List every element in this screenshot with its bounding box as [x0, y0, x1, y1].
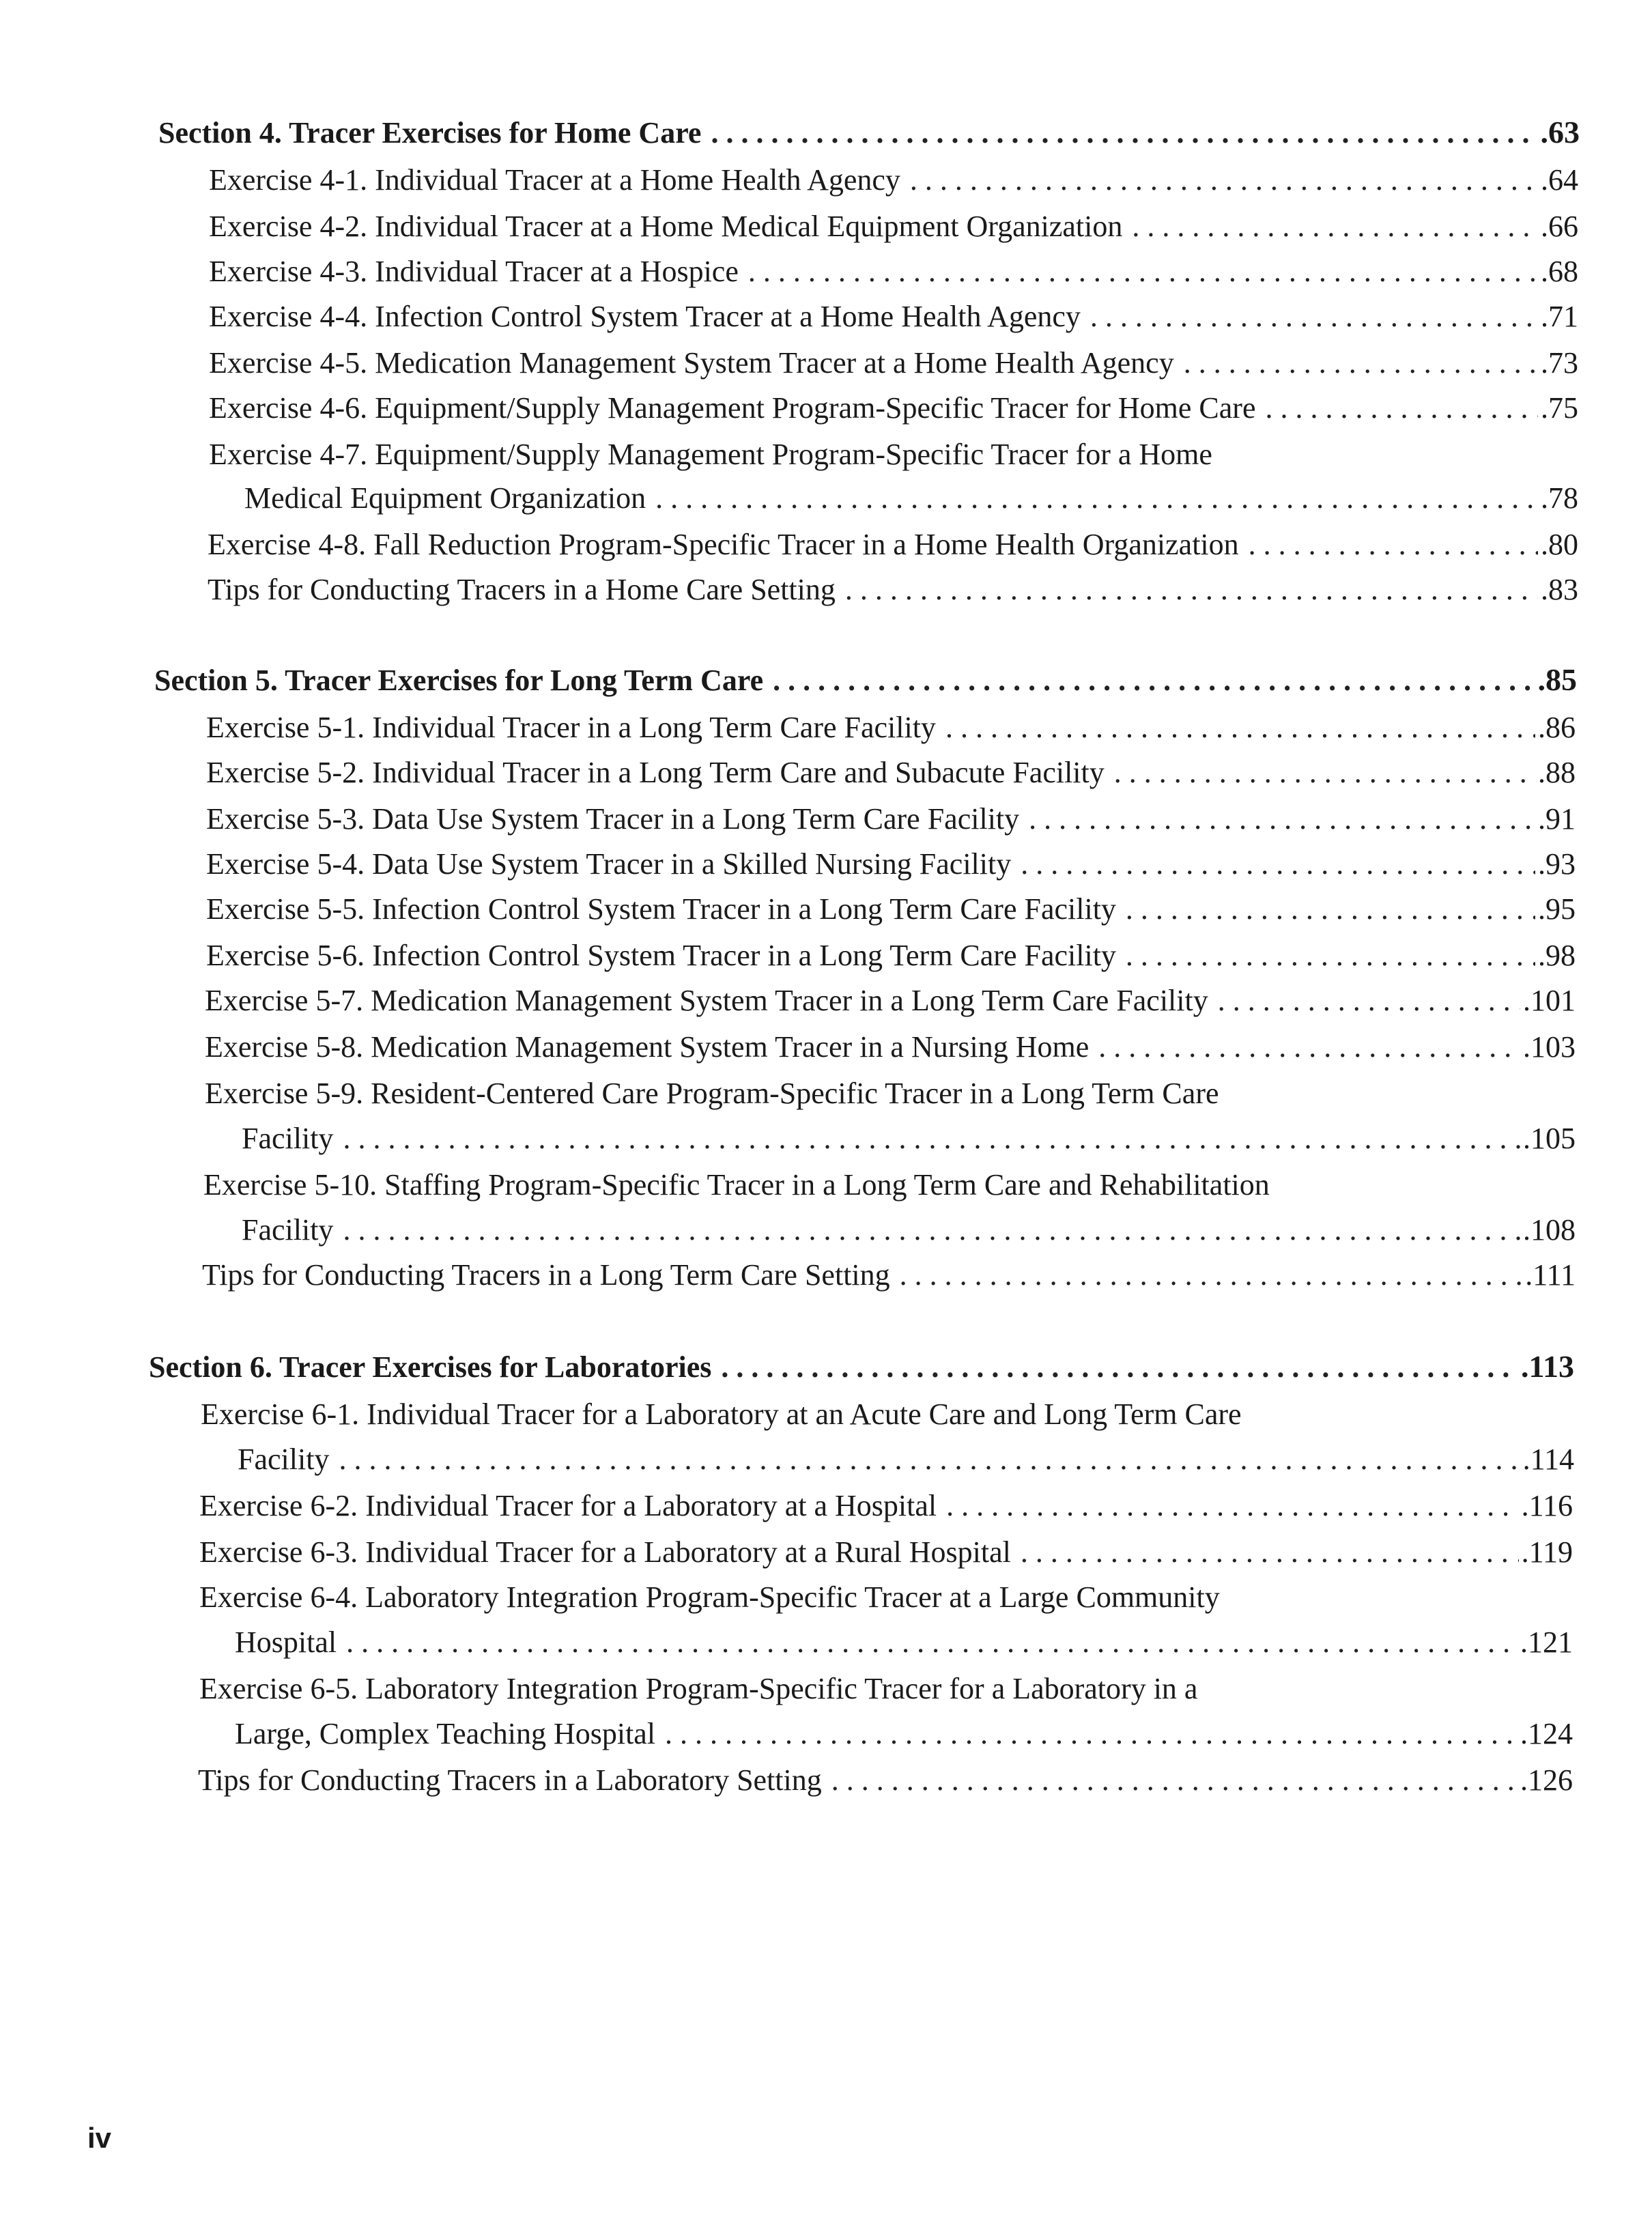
page-number: .73 [1541, 346, 1578, 380]
page-number: .105 [1523, 1122, 1576, 1155]
entry-title: Tips for Conducting Tracers in a Long Term Care Setting [202, 1258, 890, 1292]
entry-title: Exercise 4-4. Infection Control System Tracer at a Home Health Agency [209, 300, 1081, 333]
toc-entry [238, 1438, 1574, 1481]
dot-leader [346, 1621, 1518, 1664]
entry-title: Exercise 5-2. Individual Tracer in a Long Term Care and Subacute Facility [206, 756, 1105, 789]
entry-title: Exercise 6-1. Individual Tracer for a Laboratory at an Acute Care and Long Term Care [201, 1397, 1242, 1431]
page-number: .95 [1538, 892, 1576, 926]
section-title: Section 6. Tracer Exercises for Laboratories [149, 1350, 712, 1384]
dot-leader [1184, 341, 1538, 385]
entry-title: Exercise 5-9. Resident-Centered Care Program-Specific Tracer in a Long Term Care [205, 1077, 1219, 1110]
section-heading [158, 111, 1580, 154]
page-number: .66 [1541, 210, 1578, 243]
dot-leader [655, 477, 1538, 520]
dot-leader [721, 1346, 1518, 1389]
entry-title: Exercise 5-3. Data Use System Tracer in a Long Term Care Facility [206, 802, 1020, 836]
dot-leader [1090, 295, 1538, 339]
dot-leader [910, 158, 1538, 202]
toc-entry [206, 887, 1576, 931]
dot-leader [1021, 1531, 1519, 1574]
entry-title: Exercise 4-1. Individual Tracer at a Home Health Agency [209, 163, 900, 197]
toc-entry [199, 1484, 1573, 1528]
toc-entry [208, 523, 1578, 567]
toc-entry [235, 1621, 1573, 1664]
entry-title: Exercise 6-4. Laboratory Integration Program-Specific Tracer at a Large Community [199, 1580, 1220, 1614]
page-number: .86 [1538, 711, 1576, 744]
dot-leader [1021, 842, 1535, 886]
page-number: .114 [1522, 1443, 1574, 1476]
toc-entry-line [203, 1163, 1270, 1207]
entry-title: Exercise 6-3. Individual Tracer for a Laboratory at a Rural Hospital [199, 1535, 1011, 1569]
dot-leader [343, 1117, 1520, 1161]
entry-title: Exercise 4-8. Fall Reduction Program-Specific Tracer in a Home Health Organization [208, 528, 1239, 561]
toc-entry [209, 341, 1578, 385]
dot-leader [945, 706, 1535, 750]
page-number: .121 [1520, 1625, 1573, 1659]
page-number: .64 [1541, 163, 1578, 197]
entry-title-continued: Facility [242, 1213, 334, 1247]
dot-leader [946, 1484, 1519, 1528]
dot-leader [1218, 979, 1520, 1023]
page-number: .111 [1525, 1258, 1576, 1292]
page-number: .126 [1520, 1763, 1573, 1797]
page-number: .68 [1541, 255, 1578, 288]
dot-leader [1132, 205, 1538, 248]
page-number: .93 [1538, 847, 1576, 881]
page-number: .91 [1538, 802, 1576, 836]
toc-entry [205, 1025, 1576, 1069]
entry-title-continued: Hospital [235, 1625, 337, 1659]
dot-leader [1265, 386, 1538, 430]
dot-leader [845, 568, 1538, 612]
toc-entry-line [199, 1576, 1220, 1619]
page-number: .98 [1538, 939, 1576, 972]
section-title: Section 4. Tracer Exercises for Home Care [158, 116, 702, 150]
dot-leader [343, 1208, 1520, 1252]
page-number: .71 [1541, 300, 1578, 333]
page-number: .108 [1523, 1213, 1576, 1247]
dot-leader [1029, 797, 1535, 841]
entry-title-continued: Medical Equipment Organization [244, 481, 646, 515]
toc-entry [242, 1208, 1576, 1252]
entry-title: Exercise 4-6. Equipment/Supply Management Program-Specific Tracer for Home Care [209, 391, 1256, 425]
section-title: Section 5. Tracer Exercises for Long Term Care [154, 664, 764, 697]
dot-leader [773, 659, 1535, 702]
toc-entry [244, 477, 1578, 520]
toc-entry [199, 1531, 1573, 1574]
page-number: .124 [1520, 1717, 1573, 1750]
entry-title: Exercise 4-3. Individual Tracer at a Hospice [209, 255, 739, 288]
section-heading [149, 1345, 1574, 1389]
dot-leader [1249, 523, 1538, 567]
page-number: .83 [1541, 573, 1578, 606]
page-number: .63 [1540, 115, 1580, 150]
toc-entry-line [201, 1393, 1242, 1436]
entry-title: Tips for Conducting Tracers in a Laboratory Setting [198, 1763, 822, 1797]
entry-title: Exercise 5-8. Medication Management System Tracer in a Nursing Home [205, 1030, 1090, 1064]
dot-leader [711, 111, 1537, 155]
entry-title: Exercise 5-4. Data Use System Tracer in a Skilled Nursing Facility [206, 847, 1012, 881]
entry-title-continued: Large, Complex Teaching Hospital [235, 1717, 656, 1750]
toc-entry [206, 706, 1576, 750]
entry-title: Exercise 4-2. Individual Tracer at a Home Medical Equipment Organization [209, 210, 1123, 243]
entry-title: Exercise 4-7. Equipment/Supply Management Program-Specific Tracer for a Home [209, 438, 1212, 471]
page-number: .101 [1523, 984, 1576, 1017]
toc-entry [198, 1759, 1573, 1802]
dot-leader [1114, 751, 1535, 795]
toc-entry-line [209, 433, 1212, 477]
toc-entry [206, 934, 1576, 978]
toc-entry [205, 979, 1576, 1023]
dot-leader [665, 1712, 1518, 1756]
entry-title: Exercise 5-6. Infection Control System Tracer in a Long Term Care Facility [206, 939, 1116, 972]
dot-leader [900, 1253, 1523, 1297]
dot-leader [339, 1438, 1520, 1481]
dot-leader [1126, 887, 1535, 931]
toc-entry [206, 751, 1576, 795]
toc-entry [206, 797, 1576, 841]
dot-leader [1098, 1025, 1520, 1069]
toc-entry [208, 568, 1578, 612]
entry-title: Tips for Conducting Tracers in a Home Care Setting [208, 573, 836, 606]
entry-title: Exercise 5-7. Medication Management System Tracer in a Long Term Care Facility [205, 984, 1208, 1017]
page-number: .119 [1521, 1535, 1573, 1569]
toc-entry [209, 205, 1578, 248]
toc-entry [206, 842, 1576, 886]
toc-entry-line [199, 1667, 1197, 1711]
toc-entry [202, 1253, 1576, 1297]
section-heading [154, 658, 1577, 702]
dot-leader [1126, 934, 1535, 978]
toc-entry-line [205, 1072, 1219, 1116]
page-folio: iv [87, 2122, 112, 2154]
toc-entry [209, 158, 1578, 202]
page-number: .88 [1538, 756, 1576, 789]
entry-title: Exercise 5-1. Individual Tracer in a Long Term Care Facility [206, 711, 936, 744]
entry-title: Exercise 5-10. Staffing Program-Specific Tracer in a Long Term Care and Rehabilitation [203, 1168, 1270, 1202]
dot-leader [831, 1759, 1518, 1802]
entry-title-continued: Facility [242, 1122, 334, 1155]
page-number: .116 [1521, 1489, 1573, 1522]
toc-entry [209, 386, 1578, 430]
page-number: .75 [1541, 391, 1578, 425]
entry-title: Exercise 6-5. Laboratory Integration Program-Specific Tracer for a Laboratory in a [199, 1672, 1198, 1705]
toc-entry [209, 250, 1578, 294]
page-number: .78 [1541, 481, 1578, 515]
dot-leader [748, 250, 1538, 294]
page-number: .103 [1523, 1030, 1576, 1064]
toc-entry [209, 295, 1578, 339]
entry-title-continued: Facility [238, 1443, 330, 1476]
entry-title: Exercise 5-5. Infection Control System Tracer in a Long Term Care Facility [206, 892, 1116, 926]
toc-entry [235, 1712, 1573, 1756]
page-number: .113 [1521, 1349, 1574, 1384]
page-number: .85 [1537, 662, 1577, 697]
entry-title: Exercise 4-5. Medication Management System Tracer at a Home Health Agency [209, 346, 1174, 380]
toc-entry [242, 1117, 1576, 1161]
entry-title: Exercise 6-2. Individual Tracer for a Laboratory at a Hospital [199, 1489, 937, 1522]
page-number: .80 [1541, 528, 1578, 561]
